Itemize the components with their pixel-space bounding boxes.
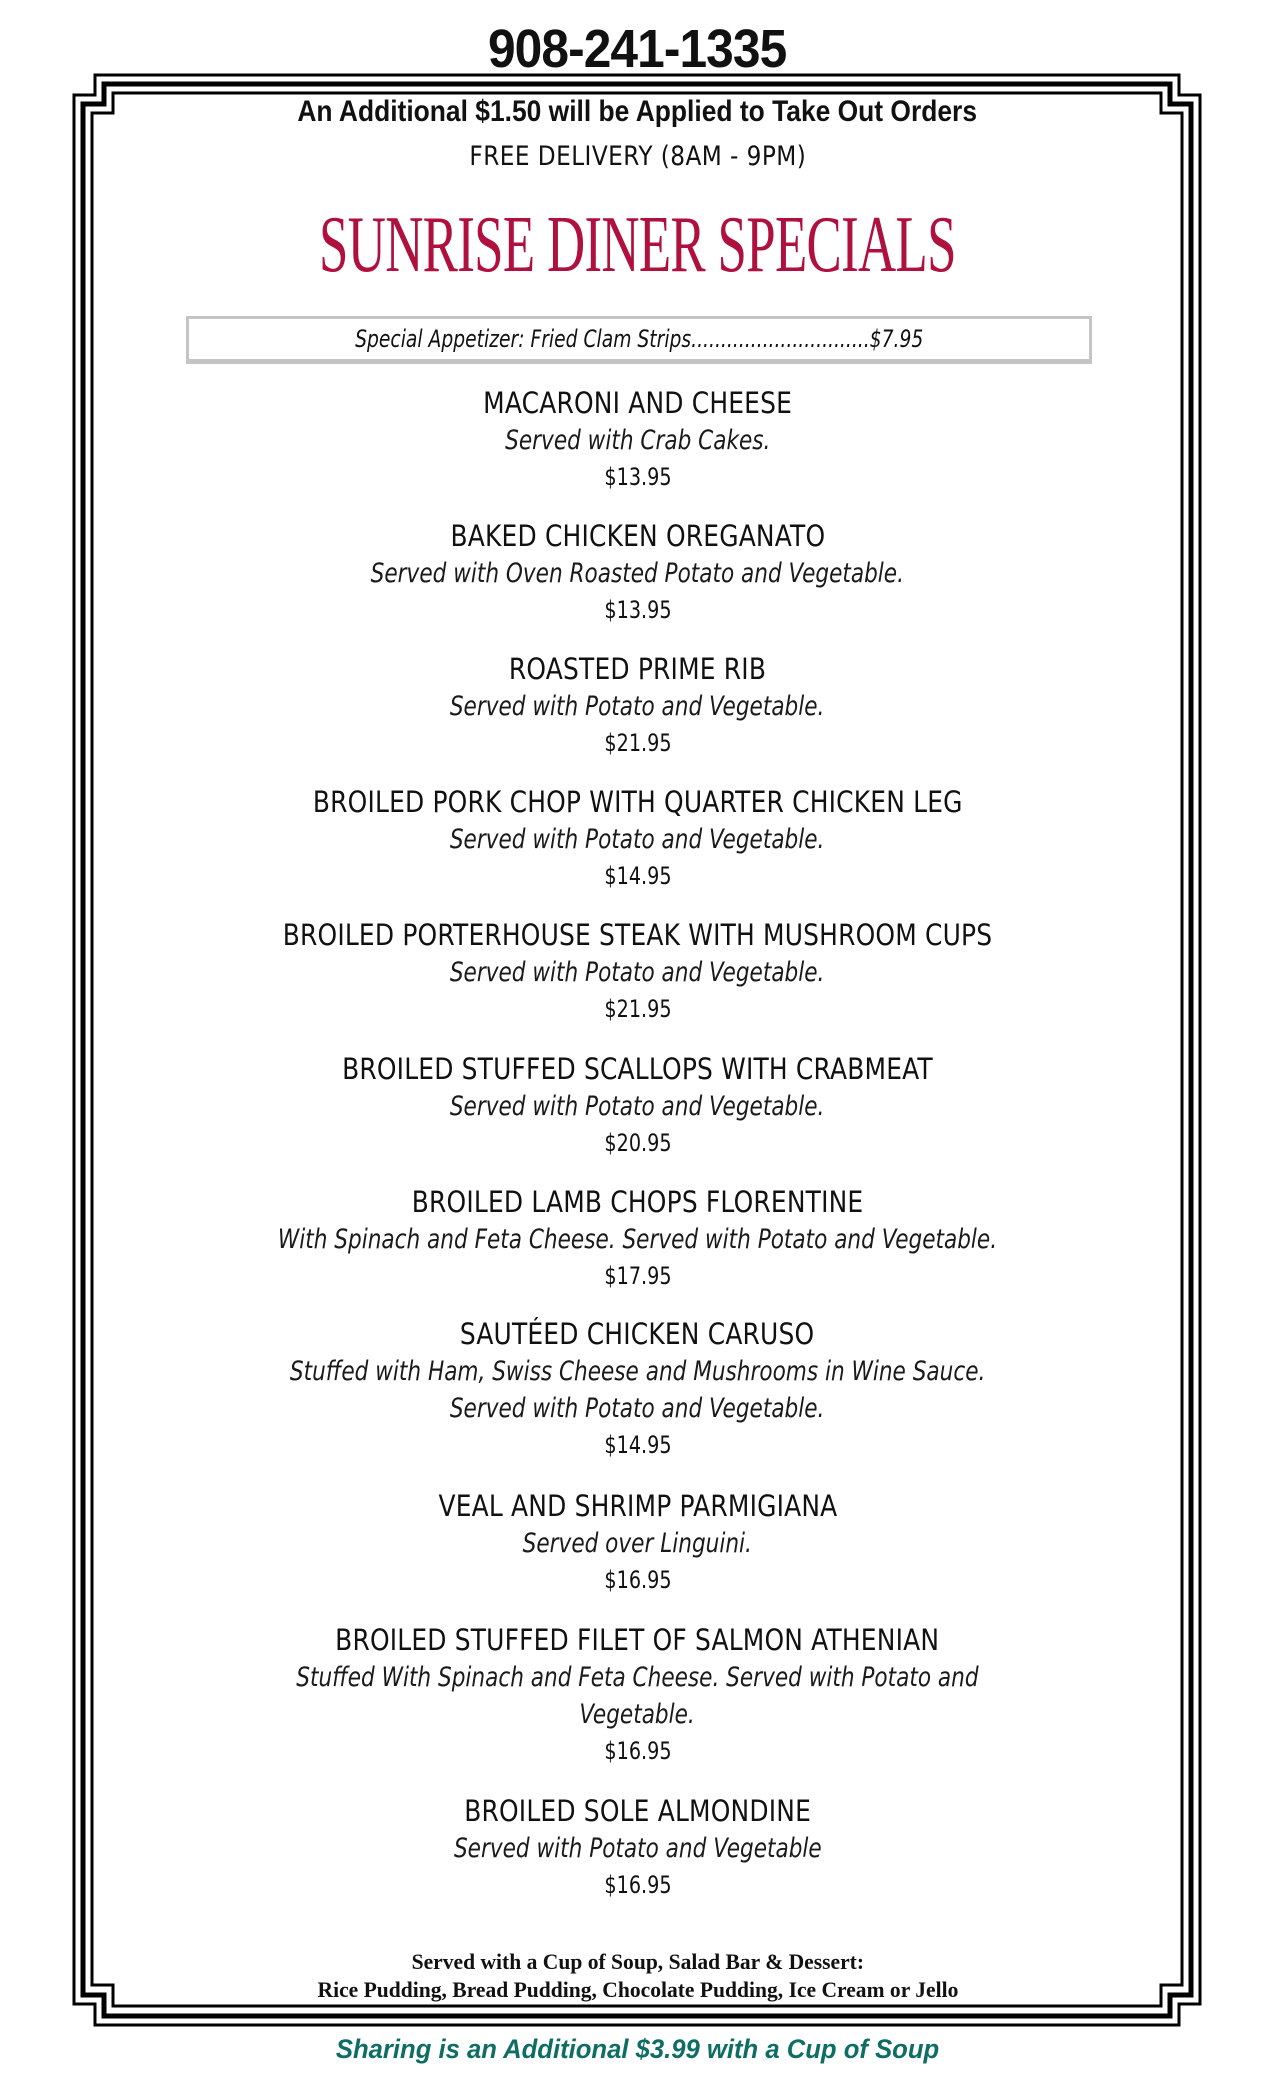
- menu-item-price: [0, 858, 1275, 894]
- menu-item-price-text: $14.95: [603, 862, 672, 890]
- menu-item-price-text: $21.95: [603, 995, 672, 1023]
- menu-item: [0, 1487, 1275, 1598]
- menu-item-description-text: Served with Potato and Vegetable.: [450, 957, 825, 988]
- menu-item-description: [0, 555, 1275, 592]
- menu-item: [0, 1792, 1275, 1903]
- menu-item-price: [0, 1125, 1275, 1161]
- menu-item-description-text: Served with Crab Cakes.: [504, 425, 771, 456]
- menu-item-price-text: $14.95: [603, 1431, 672, 1459]
- menu-item-price: [0, 991, 1275, 1027]
- menu-item-price-text: $13.95: [603, 463, 672, 491]
- menu-item-description-text: Served with Potato and Vegetable.: [450, 1393, 825, 1424]
- appetizer-price: $7.95: [869, 325, 924, 353]
- appetizer-leader: ..............................: [690, 325, 870, 353]
- menu-item: [0, 1621, 1275, 1769]
- menu-item-name-text: SAUTÉED CHICKEN CARUSO: [460, 1317, 815, 1351]
- menu-item-description: [0, 1088, 1275, 1125]
- menu-item-name-text: ROASTED PRIME RIB: [508, 652, 767, 686]
- menu-item-name: [0, 1621, 1275, 1659]
- menu-item-description: [0, 1659, 1275, 1696]
- menu-item-price-text: $20.95: [603, 1129, 672, 1157]
- menu-item-price-text: $16.95: [603, 1737, 672, 1765]
- menu-item-name-text: BROILED STUFFED FILET OF SALMON ATHENIAN: [335, 1623, 940, 1657]
- menu-item-name: [0, 1315, 1275, 1353]
- page-title: [0, 200, 1275, 290]
- menu-item-description: [0, 1696, 1275, 1733]
- menu-item-price-text: $21.95: [603, 729, 672, 757]
- takeout-notice-text: An Additional $1.50 will be Applied to Take Out Orders: [297, 95, 978, 128]
- menu-item-price-text: $13.95: [603, 596, 672, 624]
- menu-item-name-text: BROILED PORK CHOP WITH QUARTER CHICKEN LEG: [312, 785, 963, 819]
- menu-item-description-text: Vegetable.: [579, 1699, 696, 1730]
- dessert-options: [0, 1976, 1275, 2004]
- sharing-notice: [0, 2032, 1275, 2066]
- menu-item-name: [0, 384, 1275, 422]
- menu-item-name: [0, 517, 1275, 555]
- menu-item-description-text: Served with Oven Roasted Potato and Vegetable.: [370, 558, 905, 589]
- dessert-options-text: Rice Pudding, Bread Pudding, Chocolate Pudding, Ice Cream or Jello: [317, 1977, 958, 2002]
- menu-item: [0, 517, 1275, 628]
- menu-item-description: [0, 821, 1275, 858]
- menu-item-name: [0, 783, 1275, 821]
- menu-item: [0, 650, 1275, 761]
- menu-item-name-text: BROILED SOLE ALMONDINE: [464, 1794, 811, 1828]
- menu-item-description-text: Served with Potato and Vegetable.: [450, 824, 825, 855]
- takeout-notice: [0, 95, 1275, 129]
- menu-item-price: [0, 1733, 1275, 1769]
- menu-item-description: [0, 1830, 1275, 1867]
- menu-item-description: [0, 1221, 1275, 1258]
- menu-item-description: [0, 1525, 1275, 1562]
- delivery-hours-text: FREE DELIVERY (8AM - 9PM): [469, 141, 806, 172]
- menu-item-description: [0, 1390, 1275, 1427]
- menu-item-price-text: $16.95: [603, 1566, 672, 1594]
- menu-item-description: [0, 422, 1275, 459]
- menu-item-description-text: With Spinach and Feta Cheese. Served with Potato and Vegetable.: [277, 1224, 998, 1255]
- sharing-notice-text: Sharing is an Additional $3.99 with a Cup of Soup: [335, 2034, 940, 2064]
- menu-item-description: [0, 954, 1275, 991]
- menu-item-price-text: $16.95: [603, 1871, 672, 1899]
- menu-item-price: [0, 459, 1275, 495]
- menu-item: [0, 1183, 1275, 1294]
- menu-item-name: [0, 650, 1275, 688]
- included-with-meal: [0, 1948, 1275, 1976]
- menu-item-price: [0, 1258, 1275, 1294]
- menu-item-name-text: BROILED PORTERHOUSE STEAK WITH MUSHROOM CUPS: [282, 918, 993, 952]
- menu-item: [0, 384, 1275, 495]
- menu-item-name-text: BROILED STUFFED SCALLOPS WITH CRABMEAT: [342, 1052, 933, 1086]
- menu-item-name: [0, 916, 1275, 954]
- phone-number-text: 908-241-1335: [488, 19, 787, 79]
- menu-item-price: [0, 1562, 1275, 1598]
- menu-item-name: [0, 1487, 1275, 1525]
- menu-item-name-text: BAKED CHICKEN OREGANATO: [450, 519, 825, 553]
- menu-item-price: [0, 592, 1275, 628]
- phone-number: [0, 14, 1275, 84]
- menu-item-description-text: Served with Potato and Vegetable.: [450, 1091, 825, 1122]
- menu-item-name-text: VEAL AND SHRIMP PARMIGIANA: [438, 1489, 837, 1523]
- menu-item-description: [0, 1353, 1275, 1390]
- menu-item-price: [0, 1427, 1275, 1463]
- menu-item-description-text: Stuffed with Ham, Swiss Cheese and Mushrooms in Wine Sauce.: [289, 1356, 986, 1387]
- menu-item-name: [0, 1792, 1275, 1830]
- menu-item-name-text: MACARONI AND CHEESE: [483, 386, 792, 420]
- menu-item-name-text: BROILED LAMB CHOPS FLORENTINE: [411, 1185, 864, 1219]
- menu-item-description-text: Served with Potato and Vegetable: [453, 1833, 822, 1864]
- menu-item-price-text: $17.95: [603, 1262, 672, 1290]
- menu-item-name: [0, 1050, 1275, 1088]
- menu-item: [0, 916, 1275, 1027]
- menu-item-price: [0, 725, 1275, 761]
- included-with-meal-text: Served with a Cup of Soup, Salad Bar & Dessert:: [411, 1949, 864, 1974]
- menu-item: [0, 1050, 1275, 1161]
- delivery-hours: [0, 139, 1275, 175]
- menu-item-description: [0, 688, 1275, 725]
- special-appetizer-box: [186, 316, 1092, 364]
- menu-item-description-text: Served with Potato and Vegetable.: [450, 691, 825, 722]
- page-title-text: SUNRISE DINER SPECIALS: [319, 201, 956, 289]
- menu-item: [0, 1315, 1275, 1463]
- menu-item: [0, 783, 1275, 894]
- menu-item-description-text: Stuffed With Spinach and Feta Cheese. Served with Potato and: [296, 1662, 979, 1693]
- appetizer-label: Special Appetizer: Fried Clam Strips: [354, 325, 691, 353]
- menu-item-price: [0, 1867, 1275, 1903]
- menu-item-description-text: Served over Linguini.: [522, 1528, 753, 1559]
- menu-item-name: [0, 1183, 1275, 1221]
- special-appetizer: [355, 319, 923, 359]
